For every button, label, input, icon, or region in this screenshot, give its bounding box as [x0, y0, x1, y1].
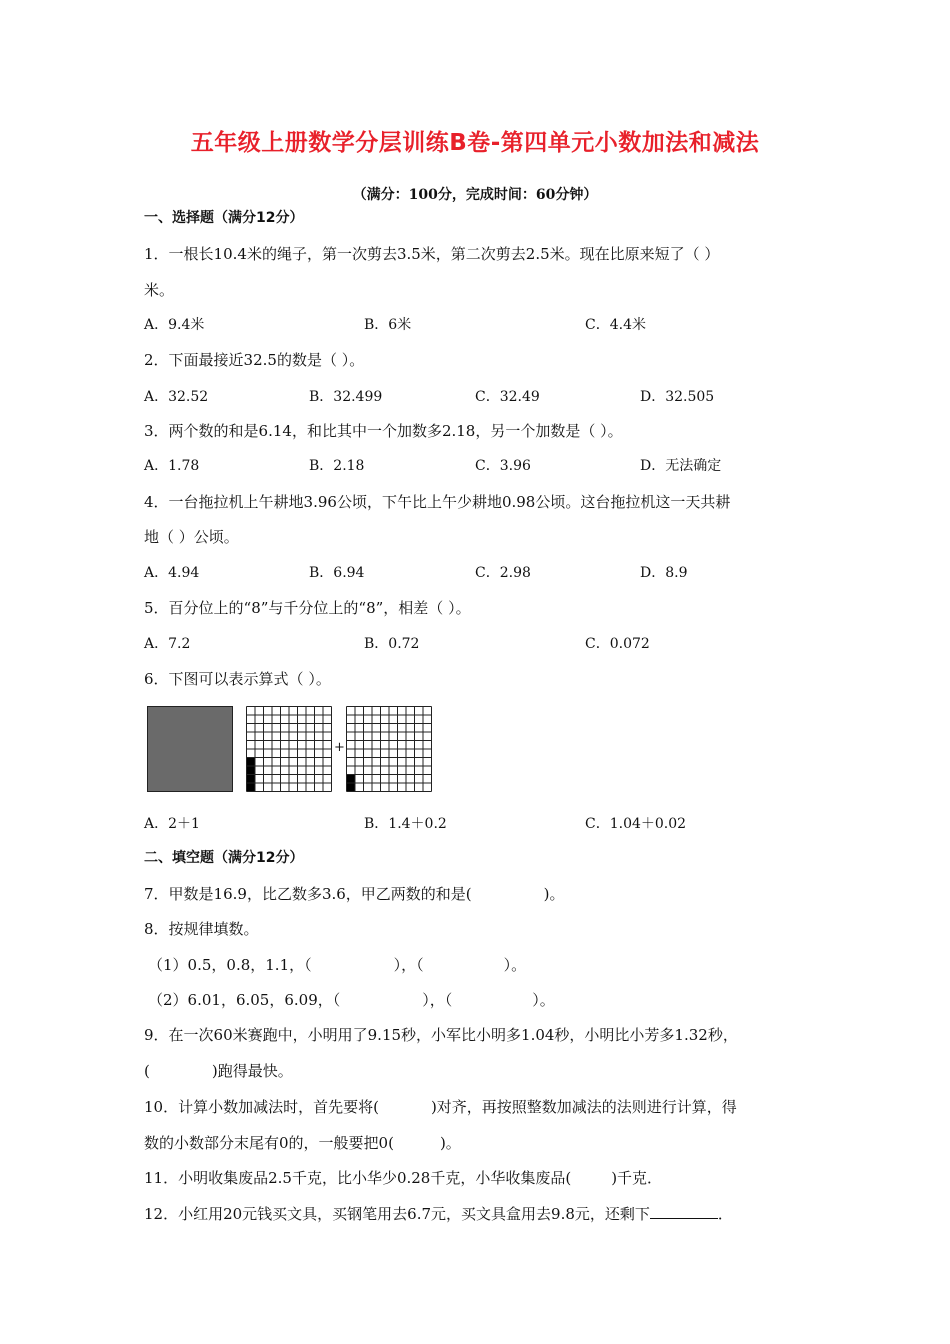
- q10-line2-before: 数的小数部分末尾有0的，一般要把0(: [144, 1134, 394, 1152]
- q12-answer-underline[interactable]: [650, 1204, 718, 1219]
- q9-close: )跑得最快。: [211, 1062, 293, 1080]
- q7-close: )。: [543, 885, 565, 903]
- q2-option-a: A．32.52: [144, 389, 209, 405]
- q12-text: 12．小红用20元钱买文具，买钢笔用去6.7元，买文具盒用去9.8元，还剩下: [144, 1205, 650, 1223]
- q8-sub2-prefix: （2）6.01，6.05，6.09，（: [148, 991, 341, 1009]
- q8-sub1: [148, 955, 526, 975]
- q11-text: 11．小明收集废品2.5千克，比小华少0.28千克，小华收集废品(: [144, 1169, 572, 1187]
- q12-line: [144, 1204, 733, 1224]
- section-choice-heading: 一、选择题（满分12分）: [144, 210, 304, 226]
- q4-option-a: A．4.94: [144, 565, 200, 581]
- q6-figure-grid-one: [246, 706, 332, 792]
- q8-sub2-suffix: ）。: [532, 991, 555, 1009]
- q8-sub1-suffix: ）。: [503, 956, 527, 974]
- q10-line1: [144, 1097, 737, 1117]
- q7-line: [144, 884, 565, 904]
- q4-line1: 4．一台拖拉机上午耕地3.96公顷，下午比上午少耕地0.98公顷。这台拖拉机这一天共耕: [144, 493, 731, 511]
- q10-line1-after: )对齐，再按照整数加减法的法则进行计算，得: [430, 1098, 737, 1116]
- q5-option-b: B．0.72: [364, 636, 420, 652]
- grid-shaded-cell: [247, 783, 256, 792]
- q9-line2: [144, 1061, 293, 1081]
- q8-text: 8．按规律填数。: [144, 920, 259, 938]
- q1-option-a: A．9.4米: [144, 317, 205, 333]
- q11-close: )千克．: [611, 1169, 663, 1187]
- q6-plus-sign: +: [334, 740, 345, 755]
- q6-option-b: B．1.4＋0.2: [364, 816, 447, 832]
- grid-shaded-cell: [247, 775, 256, 784]
- q6-figure-whole-square: [147, 706, 233, 792]
- q4-option-b: B．6.94: [309, 565, 365, 581]
- q5-option-c: C．0.072: [585, 636, 650, 652]
- grid-shaded-cell: [247, 766, 256, 775]
- q3-option-d: D．无法确定: [640, 458, 722, 474]
- q3-option-a: A．1.78: [144, 458, 200, 474]
- q3-text: 3．两个数的和是6.14，和比其中一个加数多2.18，另一个加数是（ ）。: [144, 422, 623, 440]
- q6-figure-grid-two: [346, 706, 432, 792]
- q4-option-d: D．8.9: [640, 565, 688, 581]
- q3-option-c: C．3.96: [475, 458, 531, 474]
- q8-sub2: [148, 990, 555, 1010]
- q5-text: 5．百分位上的“8”与千分位上的“8”，相差（ ）。: [144, 599, 471, 617]
- grid-shaded-cell: [347, 775, 356, 784]
- q1-option-b: B．6米: [364, 317, 412, 333]
- q4-line2: 地（ ）公顷。: [144, 528, 239, 546]
- section-fill-heading: 二、填空题（满分12分）: [144, 850, 304, 866]
- grid-shaded-cell: [247, 758, 256, 767]
- q8-sub1-mid: ），（: [393, 956, 424, 974]
- q8-sub1-prefix: （1）0.5，0.8，1.1，（: [148, 956, 312, 974]
- q7-text: 7．甲数是16.9，比乙数多3.6，甲乙两数的和是(: [144, 885, 472, 903]
- q12-end: ．: [717, 1205, 733, 1223]
- q1-option-c: C．4.4米: [585, 317, 646, 333]
- q6-option-a: A．2＋1: [144, 816, 200, 832]
- q5-option-a: A．7.2: [144, 636, 191, 652]
- q2-text: 2．下面最接近32.5的数是（ ）。: [144, 351, 365, 369]
- q9-line1: 9．在一次60米赛跑中，小明用了9.15秒，小军比小明多1.04秒，小明比小芳多1.32秒，: [144, 1026, 738, 1044]
- q2-option-d: D．32.505: [640, 389, 715, 405]
- q10-line2: [144, 1133, 461, 1153]
- q10-line1-before: 10．计算小数加减法时，首先要将(: [144, 1098, 379, 1116]
- q4-option-c: C．2.98: [475, 565, 531, 581]
- subtitle: （满分：100分，完成时间：60分钟）: [352, 187, 598, 203]
- q9-open: (: [144, 1062, 150, 1080]
- q2-option-c: C．32.49: [475, 389, 540, 405]
- q8-sub2-mid: ），（: [422, 991, 453, 1009]
- grid-shaded-cell: [347, 783, 356, 792]
- q1-line1: 1．一根长10.4米的绳子，第一次剪去3.5米，第二次剪去2.5米。现在比原来短了（ ）: [144, 245, 720, 263]
- q6-text: 6．下图可以表示算式（ ）。: [144, 670, 331, 688]
- q1-line2: 米。: [144, 281, 175, 299]
- q11-line: [144, 1168, 662, 1188]
- q6-option-c: C．1.04＋0.02: [585, 816, 687, 832]
- q3-option-b: B．2.18: [309, 458, 365, 474]
- q2-option-b: B．32.499: [309, 389, 383, 405]
- page-title: 五年级上册数学分层训练B卷-第四单元小数加法和减法: [190, 130, 760, 156]
- q10-line2-after: )。: [439, 1134, 461, 1152]
